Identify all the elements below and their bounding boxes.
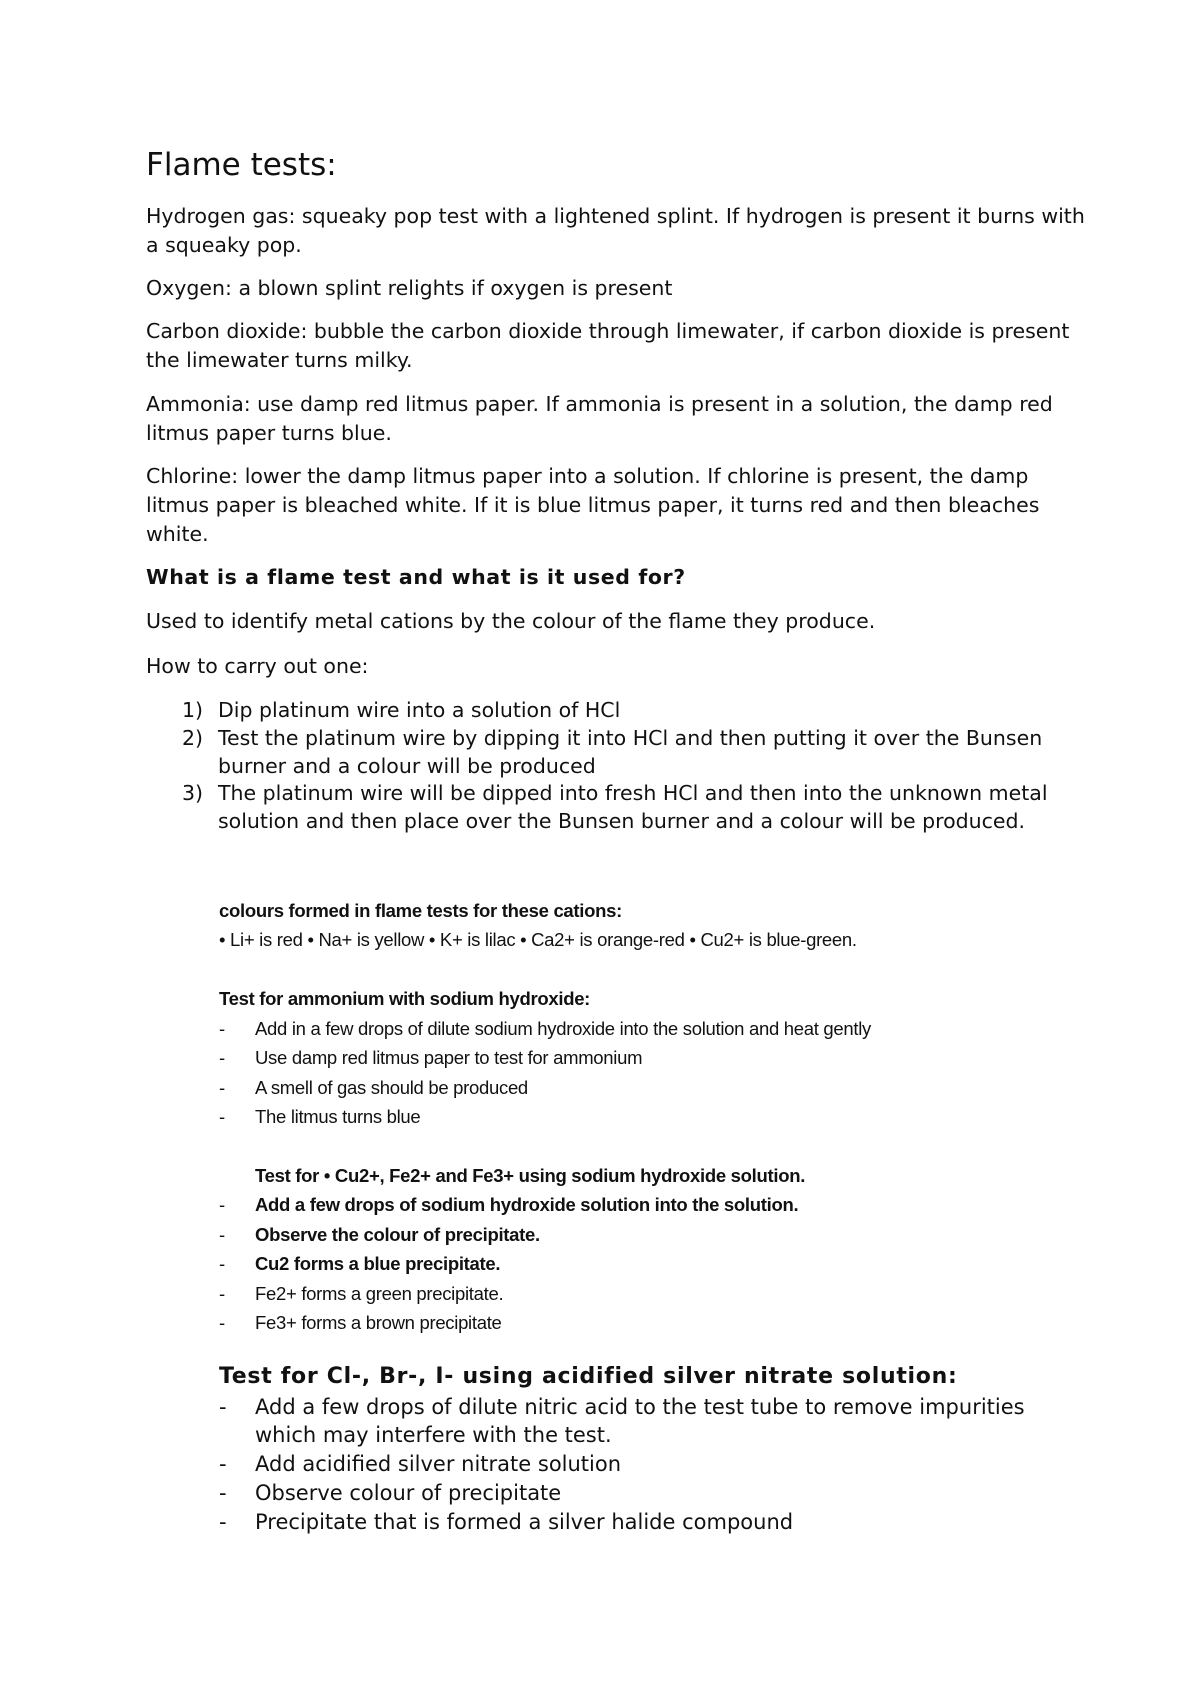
- step-number: 3): [182, 781, 204, 805]
- step-text: Test the platinum wire by dipping it into HCl and then putting it over the Bunsen burner and a colour will be produced: [218, 726, 1043, 778]
- list-item: Cu2 forms a blue precipitate.: [255, 1253, 501, 1274]
- metal-ions-heading: Test for • Cu2+, Fe2+ and Fe3+ using sodium hydroxide solution.: [255, 1165, 806, 1186]
- list-bullet: -: [219, 1452, 227, 1476]
- halides-heading: Test for Cl-, Br-, I- using acidified silver nitrate solution:: [219, 1364, 958, 1389]
- list-bullet: -: [219, 1510, 227, 1534]
- step-text: The platinum wire will be dipped into fresh HCl and then into the unknown metal solution and then place over the Bunsen burner and a colour will be produced.: [218, 781, 1048, 833]
- list-bullet: -: [219, 1253, 226, 1274]
- list-item: Use damp red litmus paper to test for ammonium: [255, 1047, 643, 1068]
- flame-test-answer: Used to identify metal cations by the colour of the flame they produce.: [146, 609, 876, 633]
- list-item: Fe3+ forms a brown precipitate: [255, 1312, 502, 1333]
- page-title: Flame tests:: [146, 147, 337, 183]
- list-bullet: -: [219, 1312, 226, 1333]
- list-item: Observe the colour of precipitate.: [255, 1224, 540, 1245]
- oxygen-paragraph: Oxygen: a blown splint relights if oxygen is present: [146, 276, 673, 300]
- step-number: 1): [182, 698, 204, 722]
- list-item: The litmus turns blue: [255, 1106, 421, 1127]
- colours-heading: colours formed in flame tests for these cations:: [219, 900, 622, 921]
- list-bullet: -: [219, 1047, 226, 1068]
- list-item: Observe colour of precipitate: [255, 1481, 562, 1505]
- list-item: Add acidified silver nitrate solution: [255, 1452, 622, 1476]
- list-item: Precipitate that is formed a silver halide compound: [255, 1510, 794, 1534]
- list-item: A smell of gas should be produced: [255, 1077, 528, 1098]
- flame-test-heading: What is a flame test and what is it used for?: [146, 565, 686, 589]
- list-bullet: -: [219, 1481, 227, 1505]
- colours-list: • Li+ is red • Na+ is yellow • K+ is lilac • Ca2+ is orange-red • Cu2+ is blue-green.: [219, 929, 857, 950]
- list-bullet: -: [219, 1106, 226, 1127]
- step-number: 2): [182, 726, 204, 750]
- list-bullet: -: [219, 1395, 227, 1419]
- list-bullet: -: [219, 1283, 226, 1304]
- list-item: Fe2+ forms a green precipitate.: [255, 1283, 504, 1304]
- hydrogen-paragraph: Hydrogen gas: squeaky pop test with a lightened splint. If hydrogen is present it burns with a squeaky pop.: [146, 204, 1085, 257]
- list-bullet: -: [219, 1224, 226, 1245]
- list-bullet: -: [219, 1194, 226, 1215]
- ammonia-paragraph: Ammonia: use damp red litmus paper. If ammonia is present in a solution, the damp red litmus paper turns blue.: [146, 392, 1053, 445]
- chlorine-paragraph: Chlorine: lower the damp litmus paper into a solution. If chlorine is present, the damp litmus paper is bleached white. If it is blue litmus paper, it turns red and then bleaches white.: [146, 464, 1040, 546]
- how-to-label: How to carry out one:: [146, 654, 369, 678]
- list-item: Add a few drops of dilute nitric acid to the test tube to remove impurities which may interfere with the test.: [255, 1395, 1025, 1447]
- step-text: Dip platinum wire into a solution of HCl: [218, 698, 621, 722]
- carbon-dioxide-paragraph: Carbon dioxide: bubble the carbon dioxide through limewater, if carbon dioxide is present the limewater turns milky.: [146, 319, 1070, 372]
- list-item: Add a few drops of sodium hydroxide solution into the solution.: [255, 1194, 799, 1215]
- ammonium-heading: Test for ammonium with sodium hydroxide:: [219, 988, 591, 1009]
- list-item: Add in a few drops of dilute sodium hydroxide into the solution and heat gently: [255, 1018, 871, 1039]
- list-bullet: -: [219, 1018, 226, 1039]
- list-bullet: -: [219, 1077, 226, 1098]
